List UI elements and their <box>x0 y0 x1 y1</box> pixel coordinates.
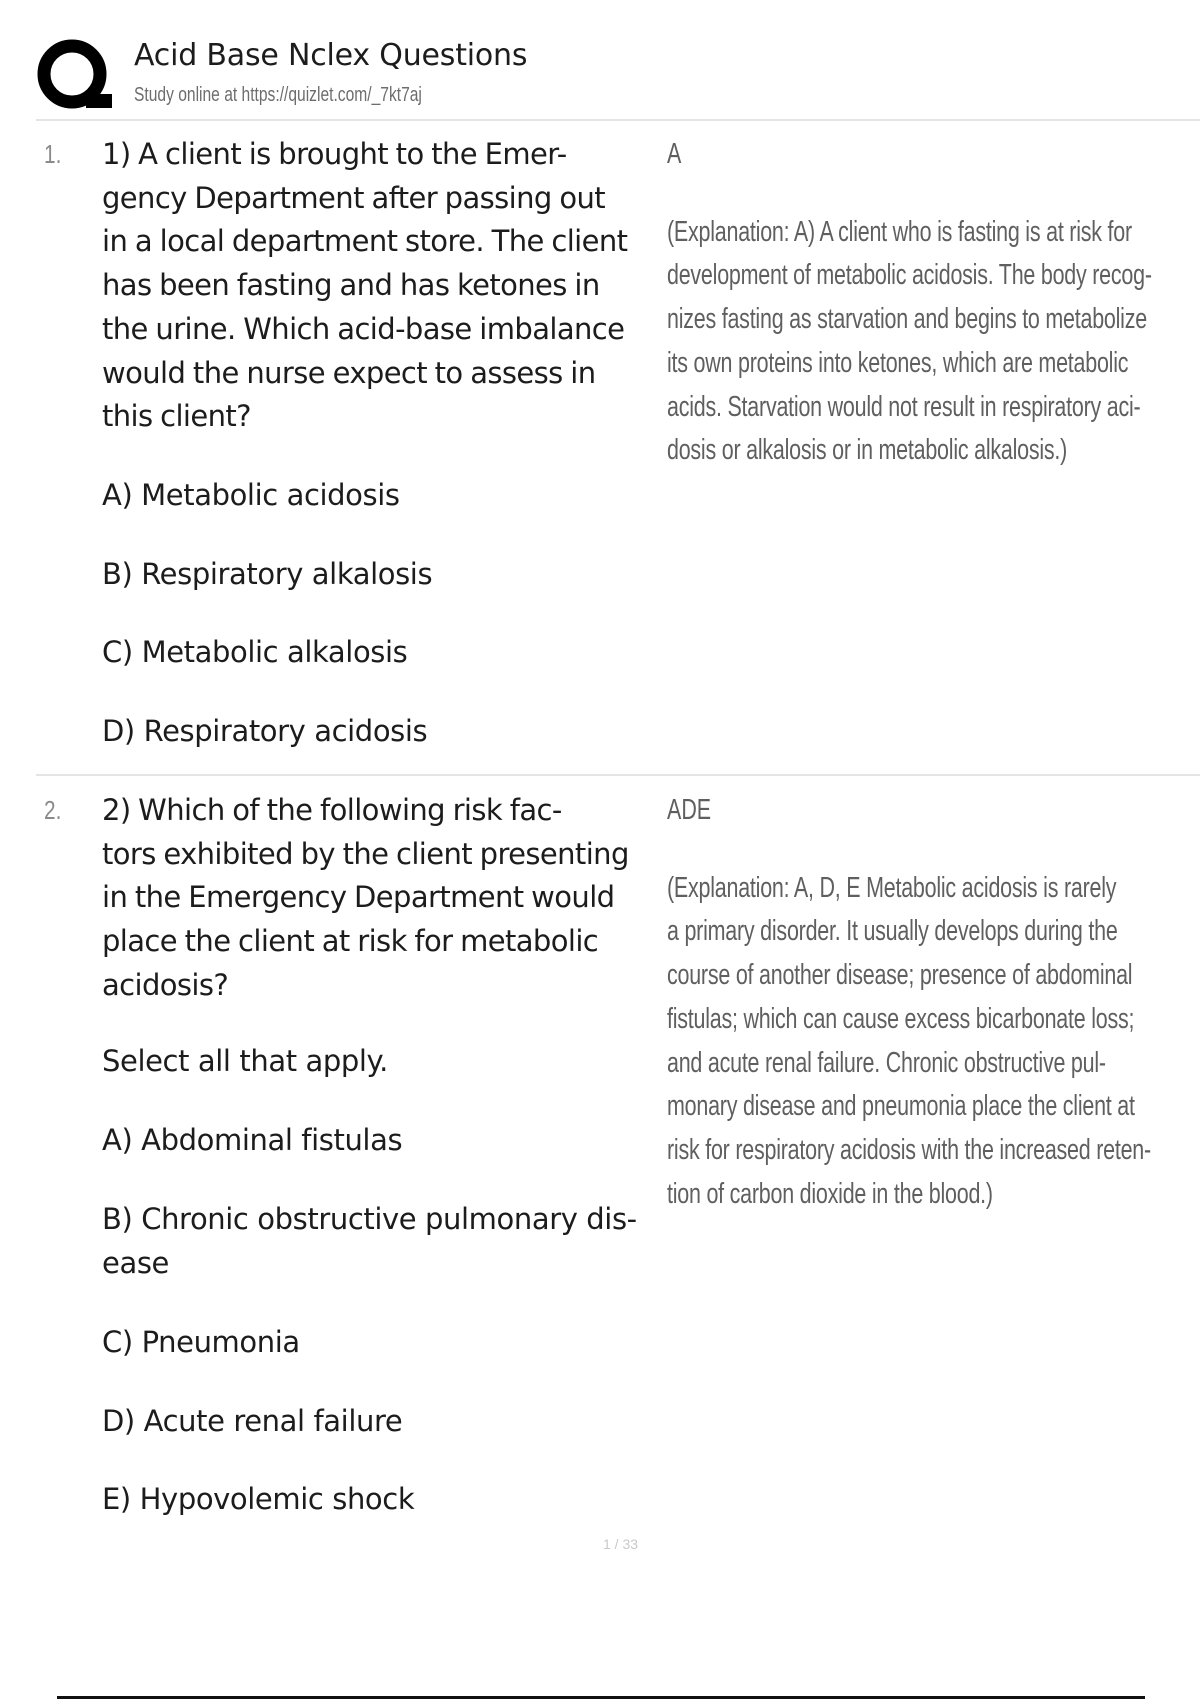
explanation-line: dosis or alkalosis or in metabolic alkalosis.) <box>667 434 1068 467</box>
question-text-line: place the client at risk for metabolic <box>102 924 599 959</box>
question-number: 1. <box>44 139 62 169</box>
explanation-line: course of another disease; presence of abdominal <box>667 959 1133 992</box>
answer-option: E) Hypovolemic shock <box>102 1482 415 1516</box>
question-text <box>102 789 662 1008</box>
question-text-line: would the nurse expect to assess in <box>102 355 596 390</box>
explanation-line: development of metabolic acidosis. The body recog- <box>667 259 1152 292</box>
question-text-line: has been fasting and has ketones in <box>102 268 600 303</box>
question-text-line: this client? <box>102 399 251 434</box>
answer-option-continued: ease <box>102 1246 169 1280</box>
answer-column <box>667 133 1152 473</box>
question-number: 2. <box>44 795 62 825</box>
page-indicator: 1 / 33 <box>603 1536 639 1552</box>
answer-option: B) Respiratory alkalosis <box>102 557 433 591</box>
quizlet-q-logo-icon <box>34 36 114 116</box>
explanation-line: nizes fasting as starvation and begins to metabolize <box>667 303 1147 336</box>
page-bottom-rule <box>57 1696 1145 1699</box>
explanation-line: tion of carbon dioxide in the blood.) <box>667 1177 993 1210</box>
explanation-line: a primary disorder. It usually develops during the <box>667 915 1118 948</box>
question-text-line: 2) Which of the following risk fac- <box>102 793 562 827</box>
explanation-line: and acute renal failure. Chronic obstructive pul- <box>667 1046 1106 1079</box>
question-instruction: Select all that apply. <box>102 1044 388 1078</box>
explanation-line: (Explanation: A, D, E Metabolic acidosis is rarely <box>667 871 1117 904</box>
correct-answer: ADE <box>667 794 712 826</box>
answer-column <box>667 789 1151 1216</box>
answer-option: B) Chronic obstructive pulmonary dis- <box>102 1202 637 1236</box>
answer-explanation <box>667 211 1152 473</box>
answer-option: C) Metabolic alkalosis <box>102 635 408 669</box>
answer-option: D) Acute renal failure <box>102 1404 403 1438</box>
explanation-line: its own proteins into ketones, which are metabolic <box>667 346 1129 379</box>
question-text-line: in the Emergency Department would <box>102 880 615 915</box>
question-text-line: tors exhibited by the client presenting <box>102 836 629 871</box>
header-divider <box>36 119 1200 121</box>
document-title: Acid Base Nclex Questions <box>134 38 528 73</box>
question-text-line: the urine. Which acid-base imbalance <box>102 311 625 346</box>
question-text <box>102 133 662 439</box>
answer-option: D) Respiratory acidosis <box>102 714 428 748</box>
answer-explanation <box>667 867 1151 1217</box>
explanation-line: acids. Starvation would not result in respiratory aci- <box>667 390 1141 423</box>
study-online-link[interactable]: Study online at https://quizlet.com/_7kt7aj <box>134 84 422 106</box>
explanation-line: (Explanation: A) A client who is fasting is at risk for <box>667 215 1132 248</box>
explanation-line: risk for respiratory acidosis with the increased reten- <box>667 1133 1151 1166</box>
explanation-line: fistulas; which can cause excess bicarbonate loss; <box>667 1002 1135 1035</box>
question-text-line: 1) A client is brought to the Emer- <box>102 137 567 171</box>
question-text-line: gency Department after passing out <box>102 180 606 215</box>
answer-option: A) Abdominal fistulas <box>102 1123 403 1157</box>
question-divider <box>36 774 1200 776</box>
question-text-line: acidosis? <box>102 967 229 1002</box>
answer-option: C) Pneumonia <box>102 1325 300 1359</box>
answer-option: A) Metabolic acidosis <box>102 478 400 512</box>
correct-answer: A <box>667 138 682 170</box>
explanation-line: monary disease and pneumonia place the client at <box>667 1090 1135 1123</box>
question-text-line: in a local department store. The client <box>102 224 628 259</box>
